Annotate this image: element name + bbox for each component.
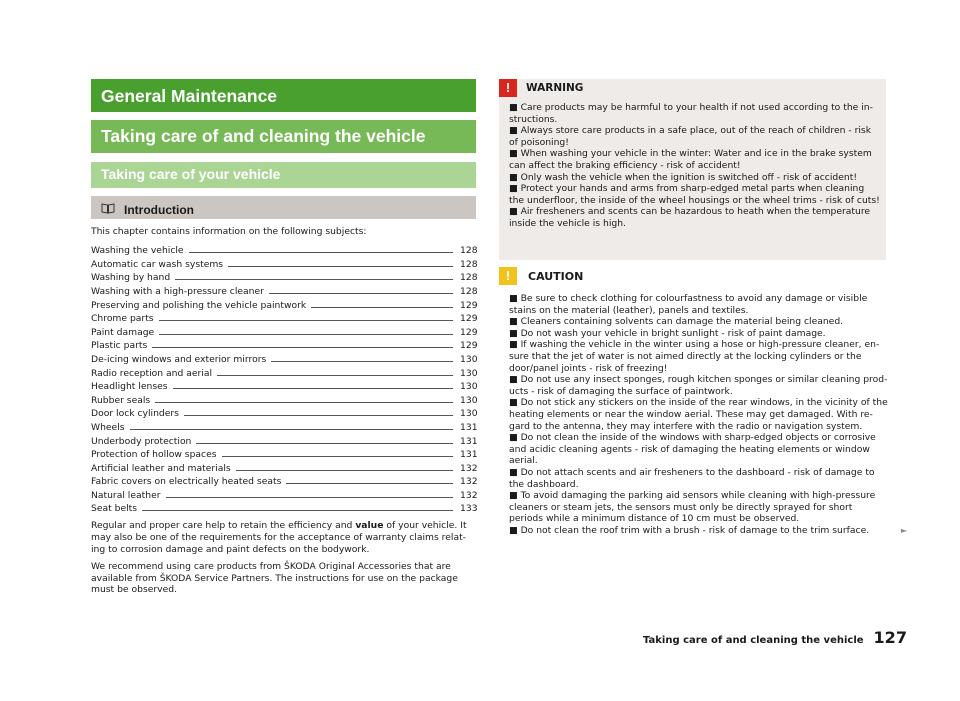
- toc-page: 130: [460, 394, 478, 406]
- warning-item: ■ Protect your hands and arms from sharp-edged metal parts when cleaning the underfloor, the inside of the wheel housings or the wheel trims - risk of cuts!: [509, 183, 880, 206]
- toc-entry: [91, 460, 476, 474]
- toc-entry: [91, 270, 476, 284]
- toc-entry: [91, 433, 476, 447]
- toc-leader-line: [159, 334, 453, 335]
- toc-entry: [91, 419, 476, 433]
- caution-item: ■ Do not clean the roof trim with a brush - risk of damage to the trim surface.: [509, 524, 870, 536]
- paragraph-care: Regular and proper care help to retain the efficiency and value of your vehicle. It may also be one of the requirements for the acceptance of warranty claims relat-ing to corrosion damage and paint defects on the bodywork.: [91, 520, 467, 555]
- toc-entry: [91, 256, 476, 270]
- warning-item: ■ Always store care products in a safe place, out of the reach of children - risk of poisoning!: [509, 125, 872, 148]
- toc-leader-line: [155, 402, 453, 403]
- toc-entry: [91, 311, 476, 325]
- continue-arrow-icon: ►: [900, 525, 907, 535]
- toc-label: Seat belts: [91, 503, 138, 515]
- toc-leader-line: [175, 279, 453, 280]
- intro-heading-bar: [91, 196, 476, 219]
- page-number: 127: [873, 628, 907, 647]
- toc-leader-line: [184, 415, 453, 416]
- toc-label: Protection of hollow spaces: [91, 449, 217, 461]
- toc-page: 129: [460, 299, 478, 311]
- toc-leader-line: [196, 443, 453, 444]
- book-icon: [101, 203, 115, 214]
- warning-item: ■ Air fresheners and scents can be hazardous to heath when the temperature inside the vehicle is high.: [509, 206, 871, 229]
- toc-label: Fabric covers on electrically heated seats: [91, 476, 282, 488]
- section-heading: Taking care of and cleaning the vehicle: [91, 120, 476, 153]
- toc-label: Door lock cylinders: [91, 408, 179, 420]
- toc-entry: [91, 392, 476, 406]
- toc-page: 131: [460, 449, 478, 461]
- toc-page: 131: [460, 421, 478, 433]
- caution-item: ■ Do not wash your vehicle in bright sunlight - risk of paint damage.: [509, 327, 826, 339]
- toc-leader-line: [269, 293, 453, 294]
- toc-page: 128: [460, 245, 478, 257]
- caution-heading: [499, 267, 583, 285]
- toc-entry: [91, 297, 476, 311]
- toc-page: 128: [460, 285, 478, 297]
- toc-label: Radio reception and aerial: [91, 367, 213, 379]
- warning-item: ■ When washing your vehicle in the winter: Water and ice in the brake system can affect the braking efficiency - risk of accident!: [509, 148, 872, 171]
- toc-entry: [91, 243, 476, 257]
- page-footer: [643, 628, 907, 647]
- chapter-heading: General Maintenance: [91, 79, 476, 112]
- toc-entry: [91, 379, 476, 393]
- right-column: [499, 79, 907, 536]
- toc-leader-line: [222, 456, 453, 457]
- table-of-contents: [91, 243, 476, 515]
- caution-item: ■ Do not use any insect sponges, rough kitchen sponges or similar cleaning prod-ucts - risk of damaging the surface of paintwork.: [509, 374, 888, 397]
- warning-box: [499, 79, 886, 260]
- toc-page: 133: [460, 503, 478, 515]
- toc-leader-line: [271, 361, 453, 362]
- caution-item: ■ If washing the vehicle in the winter using a hose or high-pressure cleaner, en-sure that the jet of water is not aimed directly at the locking cylinders or the door/panel joints - risk of freezing!: [509, 339, 880, 374]
- toc-page: 130: [460, 353, 478, 365]
- toc-entry: [91, 474, 476, 488]
- toc-page: 130: [460, 367, 478, 379]
- toc-leader-line: [236, 470, 453, 471]
- caution-item: ■ Do not stick any stickers on the inside of the rear windows, in the vicinity of the heating elements or near the window aerial. These may get damaged. With re-gard to the antenna, they may interfere with the radio or navigation system.: [509, 397, 888, 432]
- caution-item: ■ Do not attach scents and air fresheners to the dashboard - risk of damage to the dashboard.: [509, 466, 875, 490]
- toc-entry: [91, 447, 476, 461]
- caution-item: ■ Cleaners containing solvents can damage the material being cleaned.: [509, 316, 844, 328]
- toc-label: Underbody protection: [91, 435, 192, 447]
- toc-label: De-icing windows and exterior mirrors: [91, 353, 267, 365]
- caution-list: [509, 293, 907, 536]
- toc-page: 130: [460, 381, 478, 393]
- toc-page: 128: [460, 272, 478, 284]
- toc-leader-line: [286, 483, 453, 484]
- toc-entry: [91, 501, 476, 515]
- toc-label: Rubber seals: [91, 394, 151, 406]
- toc-page: 132: [460, 462, 478, 474]
- left-column: [91, 79, 476, 596]
- caution-title: CAUTION: [528, 269, 584, 283]
- toc-label: Washing by hand: [91, 272, 171, 284]
- toc-entry: [91, 365, 476, 379]
- toc-entry: [91, 406, 476, 420]
- toc-entry: [91, 338, 476, 352]
- toc-label: Headlight lenses: [91, 381, 168, 393]
- toc-label: Washing with a high-pressure cleaner: [91, 285, 264, 297]
- intro-text: This chapter contains information on the following subjects:: [91, 226, 367, 237]
- toc-page: 131: [460, 435, 478, 447]
- toc-label: Wheels: [91, 421, 125, 433]
- toc-label: Preserving and polishing the vehicle paintwork: [91, 299, 307, 311]
- toc-leader-line: [311, 307, 453, 308]
- toc-leader-line: [173, 388, 453, 389]
- toc-leader-line: [166, 497, 454, 498]
- toc-label: Natural leather: [91, 489, 161, 501]
- toc-page: 129: [460, 313, 478, 325]
- toc-entry: [91, 324, 476, 338]
- toc-entry: [91, 487, 476, 501]
- toc-label: Washing the vehicle: [91, 245, 184, 257]
- warning-list: [509, 102, 881, 230]
- footer-title: Taking care of and cleaning the vehicle: [643, 635, 864, 646]
- toc-leader-line: [152, 347, 453, 348]
- toc-page: 132: [460, 489, 478, 501]
- toc-page: 132: [460, 476, 478, 488]
- caution-icon: !: [499, 267, 517, 285]
- warning-item: ■ Only wash the vehicle when the ignition is switched off - risk of accident!: [509, 171, 858, 183]
- toc-label: Plastic parts: [91, 340, 148, 352]
- toc-label: Chrome parts: [91, 313, 154, 325]
- warning-item: ■ Care products may be harmful to your health if not used according to the in-structions.: [509, 102, 873, 125]
- toc-page: 129: [460, 340, 478, 352]
- toc-leader-line: [217, 375, 453, 376]
- intro-heading: Introduction: [124, 202, 194, 217]
- warning-title: WARNING: [526, 82, 584, 94]
- toc-page: 129: [460, 326, 478, 338]
- toc-entry: [91, 351, 476, 365]
- toc-label: Paint damage: [91, 326, 155, 338]
- toc-leader-line: [189, 252, 453, 253]
- toc-label: Artificial leather and materials: [91, 462, 231, 474]
- toc-leader-line: [228, 266, 453, 267]
- caution-item: ■ Do not clean the inside of the windows with sharp-edged objects or corrosive and acidic cleaning agents - risk of damaging the heating elements or window aerial.: [509, 432, 876, 467]
- toc-page: 130: [460, 408, 478, 420]
- toc-leader-line: [142, 510, 453, 511]
- caution-item: ■ Be sure to check clothing for colourfastness to avoid any damage or visible stains on the material (leather), panels and textiles.: [509, 293, 868, 316]
- toc-leader-line: [159, 320, 453, 321]
- toc-page: 128: [460, 258, 478, 270]
- subsection-heading: Taking care of your vehicle: [91, 162, 476, 188]
- toc-leader-line: [130, 429, 453, 430]
- paragraph-recommendation: We recommend using care products from ŠKODA Original Accessories that are available from ŠKODA Service Partners. The instructions for use on the package must be observed.: [91, 561, 458, 596]
- warning-icon: !: [499, 79, 517, 97]
- toc-entry: [91, 283, 476, 297]
- toc-label: Automatic car wash systems: [91, 258, 224, 270]
- caution-item: ■ To avoid damaging the parking aid sensors while cleaning with high-pressure cleaners or steam jets, the sensors must only be directly sprayed for short periods while a minimum distance of 10 cm must be observed.: [509, 490, 876, 525]
